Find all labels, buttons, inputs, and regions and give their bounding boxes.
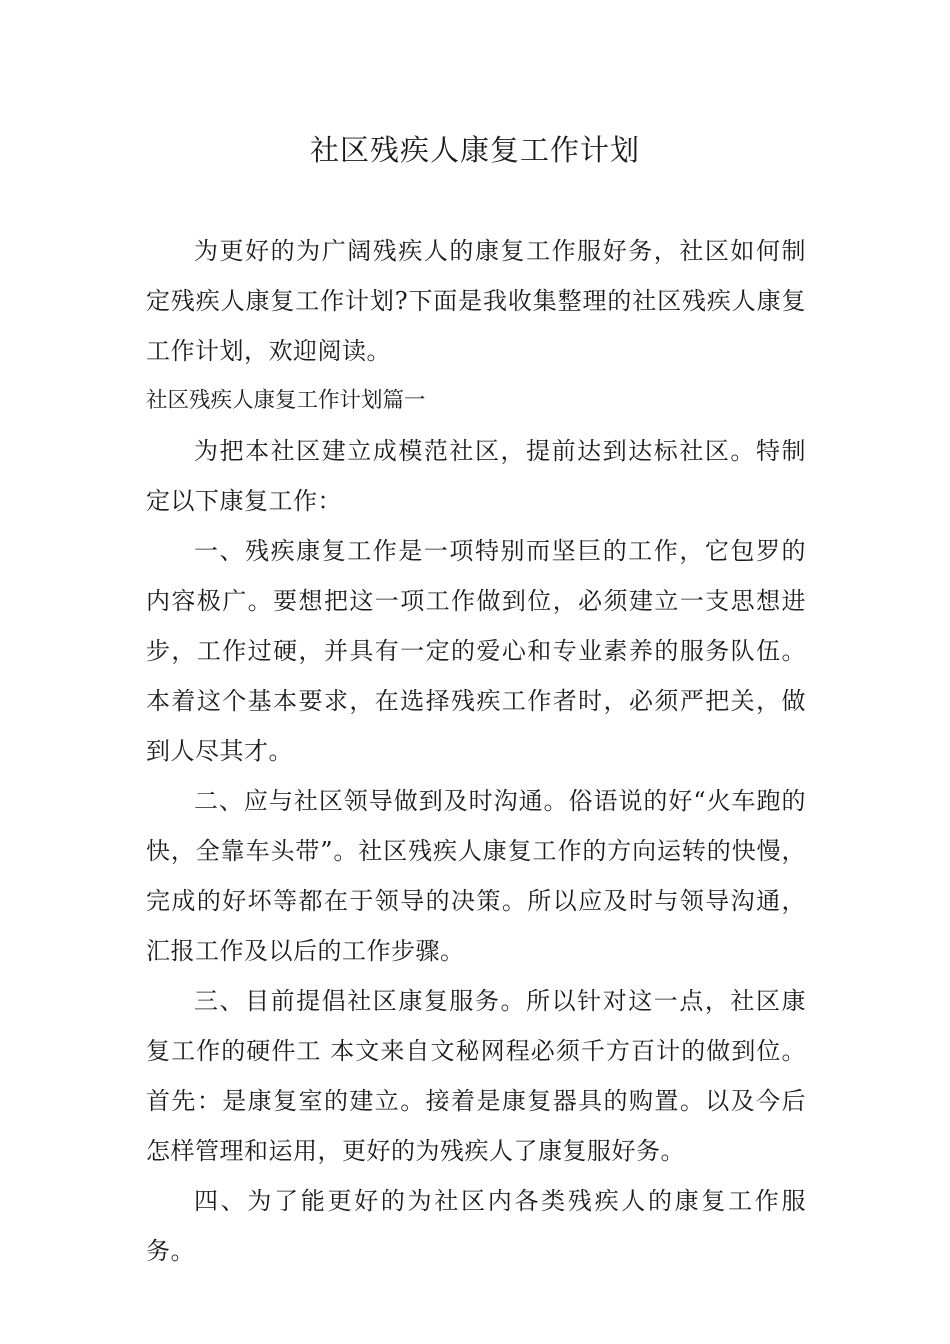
body-paragraph: 一、残疾康复工作是一项特别而坚巨的工作，它包罗的内容极广。要想把这一项工作做到位，必须建立一支思想进步，工作过硬，并具有一定的爱心和专业素养的服务队伍。本着这个基本要求，在选择残疾工作者时，必须严把关，做到人尽其才。	[146, 537, 806, 765]
intro-paragraph: 为更好的为广阔残疾人的康复工作服好务，社区如何制定残疾人康复工作计划?下面是我收集整理的社区残疾人康复工作计划，欢迎阅读。	[146, 237, 806, 365]
body-paragraph: 四、为了能更好的为社区内各类残疾人的康复工作服务。	[146, 1187, 806, 1265]
document-body	[146, 226, 806, 1276]
body-paragraph: 为把本社区建立成模范社区，提前达到达标社区。特制定以下康复工作：	[146, 437, 806, 515]
body-paragraph: 三、目前提倡社区康复服务。所以针对这一点，社区康复工作的硬件工 本文来自文秘网程必须千方百计的做到位。首先：是康复室的建立。接着是康复器具的购置。以及今后怎样管理和运用，更好的为残疾人了康复服好务。	[146, 987, 806, 1165]
section-heading: 社区残疾人康复工作计划篇一	[146, 388, 426, 413]
document-title: 社区残疾人康复工作计划	[309, 133, 640, 167]
body-paragraph: 二、应与社区领导做到及时沟通。俗语说的好“火车跑的快，全靠车头带”。社区残疾人康复工作的方向运转的快慢，完成的好坏等都在于领导的决策。所以应及时与领导沟通，汇报工作及以后的工作步骤。	[146, 787, 806, 965]
